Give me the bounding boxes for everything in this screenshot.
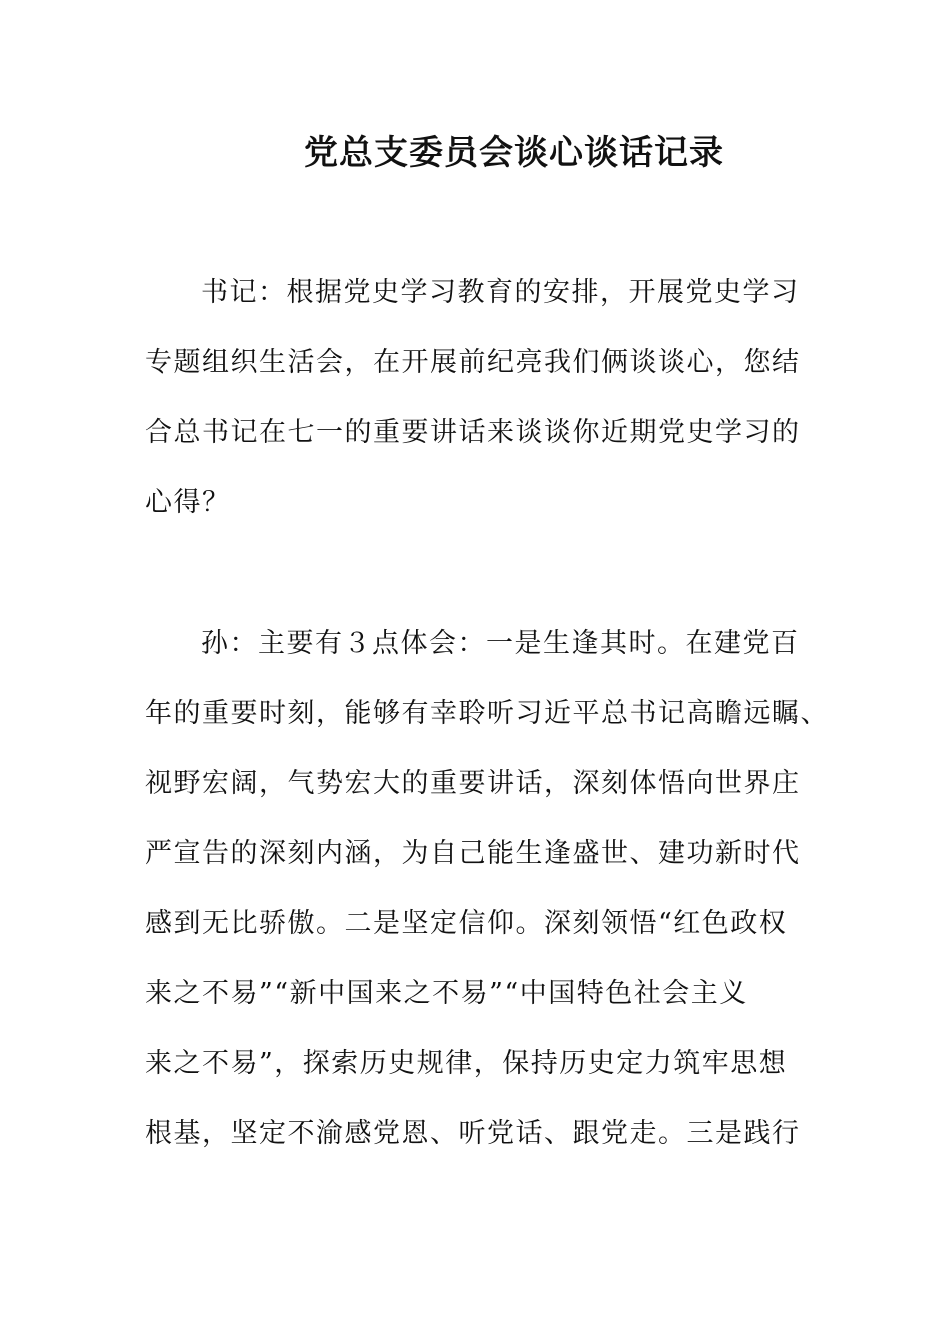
text-line: 孙：主要有３点体会：一是生逢其时。在建党百: [201, 628, 800, 659]
text-line: 年的重要时刻，能够有幸聆听习近平总书记高瞻远瞩、: [145, 698, 829, 729]
document-title: 党总支委员会谈心谈话记录: [304, 133, 724, 173]
text-line: 专题组织生活会，在开展前纪亮我们俩谈谈心，您结: [145, 347, 801, 378]
text-line: 来之不易”，探索历史规律，保持历史定力筑牢思想: [145, 1048, 788, 1079]
text-line: 视野宏阔，气势宏大的重要讲话，深刻体悟向世界庄: [145, 768, 801, 799]
text-line: 合总书记在七一的重要讲话来谈谈你近期党史学习的: [145, 417, 801, 448]
text-line: 根基，坚定不渝感党恩、听党话、跟党走。三是践行: [145, 1118, 801, 1149]
text-line: 来之不易”“新中国来之不易”“中国特色社会主义: [145, 978, 748, 1009]
text-line: 感到无比骄傲。二是坚定信仰。深刻领悟“红色政权: [145, 908, 788, 939]
text-line: 严宣告的深刻内涵，为自己能生逢盛世、建功新时代: [145, 838, 801, 869]
text-line: 书记：根据党史学习教育的安排，开展党史学习: [201, 277, 800, 308]
text-line: 心得？: [145, 487, 231, 518]
